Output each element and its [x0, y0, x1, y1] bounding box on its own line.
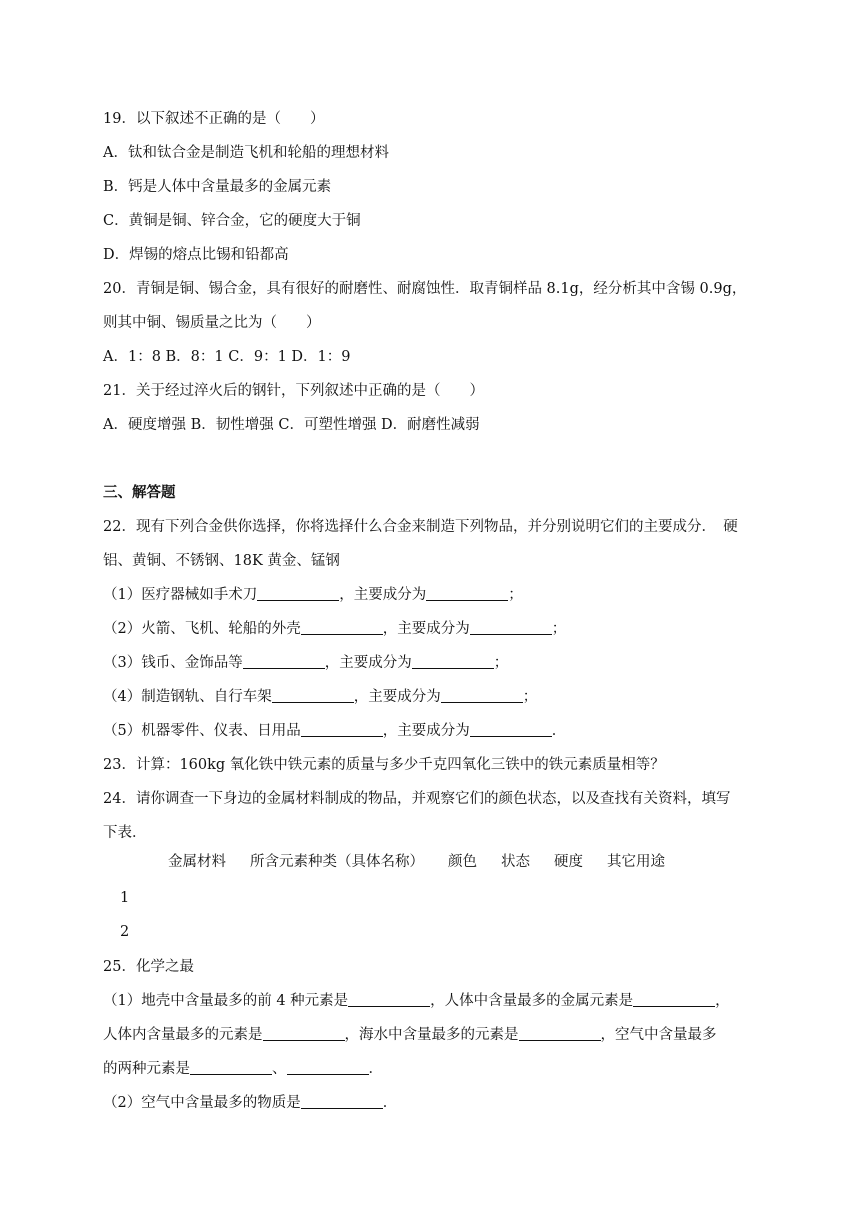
q25-text: ，: [715, 993, 730, 1009]
answer-blank[interactable]: [301, 1093, 383, 1109]
q25-text: 、: [272, 1061, 287, 1077]
q19-option-b: B．钙是人体中含量最多的金属元素: [103, 179, 332, 195]
q25-title: 25．化学之最: [103, 959, 194, 975]
q25-text: ，海水中含量最多的元素是: [344, 1027, 519, 1043]
answer-blank[interactable]: [470, 619, 552, 635]
q22-item-2-text: （2）火箭、飞机、轮船的外壳: [103, 621, 301, 637]
q22-item-5-text: （5）机器零件、仪表、日用品: [103, 723, 301, 739]
table-header-cell: 金属材料: [168, 854, 226, 870]
q22-item-3-end: ；: [493, 655, 509, 671]
q22-item-2: [103, 619, 566, 639]
q22-item-3: [103, 653, 508, 673]
q22-item-4: [103, 687, 537, 707]
q19-option-d: D．焊锡的熔点比锡和铅都高: [103, 247, 289, 263]
answer-blank[interactable]: [243, 653, 325, 669]
q20-stem-line2: 则其中铜、锡质量之比为（ ）: [103, 315, 321, 331]
q21-options: A．硬度增强 B．韧性增强 C．可塑性增强 D．耐磨性减弱: [103, 417, 480, 433]
table-header-cell: 其它用途: [607, 854, 665, 870]
q25-line3: [103, 1059, 383, 1079]
q25-text: （1）地壳中含量最多的前 4 种元素是: [103, 993, 349, 1009]
q22-stem-line2: 铝、黄铜、不锈钢、18K 黄金、锰钢: [103, 553, 340, 569]
q22-item-5-end: ．: [551, 723, 567, 739]
q22-item-4-end: ；: [522, 689, 538, 705]
table-row: 1: [120, 890, 130, 906]
answer-blank[interactable]: [287, 1059, 369, 1075]
q22-item-1-mid: ，主要成分为: [339, 587, 427, 603]
q20-options: A．1：8 B．8：1 C．9：1 D．1：9: [103, 349, 351, 365]
q25-line1: [103, 991, 730, 1011]
table-header-cell: 硬度: [554, 854, 583, 870]
q22-item-3-text: （3）钱币、金饰品等: [103, 655, 243, 671]
q22-item-5: [103, 721, 566, 741]
q25-text: ，人体中含量最多的金属元素是: [430, 993, 634, 1009]
section-title: 三、解答题: [103, 484, 176, 501]
q22-item-4-mid: ，主要成分为: [353, 689, 441, 705]
q25-text: ，空气中含量最多: [600, 1027, 717, 1043]
q22-item-1: [103, 585, 523, 605]
q19-stem: 19．以下叙述不正确的是（ ）: [103, 111, 325, 127]
q22-stem-line1: 22．现有下列合金供你选择，你将选择什么合金来制造下列物品，并分别说明它们的主要成分． 硬: [103, 519, 738, 535]
q25-text: ．: [368, 1061, 383, 1077]
q22-item-2-end: ；: [551, 621, 567, 637]
q24-stem-line1: 24．请你调查一下身边的金属材料制成的物品，并观察它们的颜色状态，以及查找有关资料，填写: [103, 791, 731, 807]
table-header-cell: 所含元素种类（具体名称）: [250, 854, 424, 870]
answer-blank[interactable]: [348, 991, 430, 1007]
q19-option-c: C．黄铜是铜、锌合金，它的硬度大于铜: [103, 213, 361, 229]
q25-text: 的两种元素是: [103, 1061, 190, 1077]
q22-item-3-mid: ，主要成分为: [324, 655, 412, 671]
q25-text: ．: [382, 1095, 398, 1111]
q22-item-2-mid: ，主要成分为: [382, 621, 470, 637]
q22-item-1-end: ；: [508, 587, 523, 603]
table-row: 2: [120, 924, 130, 940]
answer-blank[interactable]: [263, 1025, 345, 1041]
table-header-cell: 颜色: [448, 854, 477, 870]
q22-item-5-mid: ，主要成分为: [382, 723, 470, 739]
table-header-cell: 状态: [501, 854, 530, 870]
q21-stem: 21．关于经过淬火后的钢针，下列叙述中正确的是（ ）: [103, 383, 484, 399]
answer-blank[interactable]: [190, 1059, 272, 1075]
answer-blank[interactable]: [301, 619, 383, 635]
q20-stem-line1: 20．青铜是铜、锡合金，具有很好的耐磨性、耐腐蚀性．取青铜样品 8.1g，经分析其中含锡 0.9g，: [103, 281, 747, 297]
answer-blank[interactable]: [441, 687, 523, 703]
answer-blank[interactable]: [519, 1025, 601, 1041]
answer-blank[interactable]: [633, 991, 715, 1007]
answer-blank[interactable]: [470, 721, 552, 737]
q24-table-header: [168, 852, 665, 872]
answer-blank[interactable]: [301, 721, 383, 737]
q23-stem: 23．计算：160kg 氧化铁中铁元素的质量与多少千克四氧化三铁中的铁元素质量相等？: [103, 757, 665, 773]
q19-option-a: A．钛和钛合金是制造飞机和轮船的理想材料: [103, 145, 389, 161]
answer-blank[interactable]: [412, 653, 494, 669]
q22-item-1-text: （1）医疗器械如手术刀: [103, 587, 258, 603]
q25-line2: [103, 1025, 717, 1045]
answer-blank[interactable]: [426, 585, 508, 601]
answer-blank[interactable]: [272, 687, 354, 703]
q25-text: 人体内含量最多的元素是: [103, 1027, 263, 1043]
answer-blank[interactable]: [257, 585, 339, 601]
q24-stem-line2: 下表．: [103, 825, 147, 841]
q25-text: （2）空气中含量最多的物质是: [103, 1095, 301, 1111]
q22-item-4-text: （4）制造钢轨、自行车架: [103, 689, 272, 705]
q25-line4: [103, 1093, 397, 1113]
